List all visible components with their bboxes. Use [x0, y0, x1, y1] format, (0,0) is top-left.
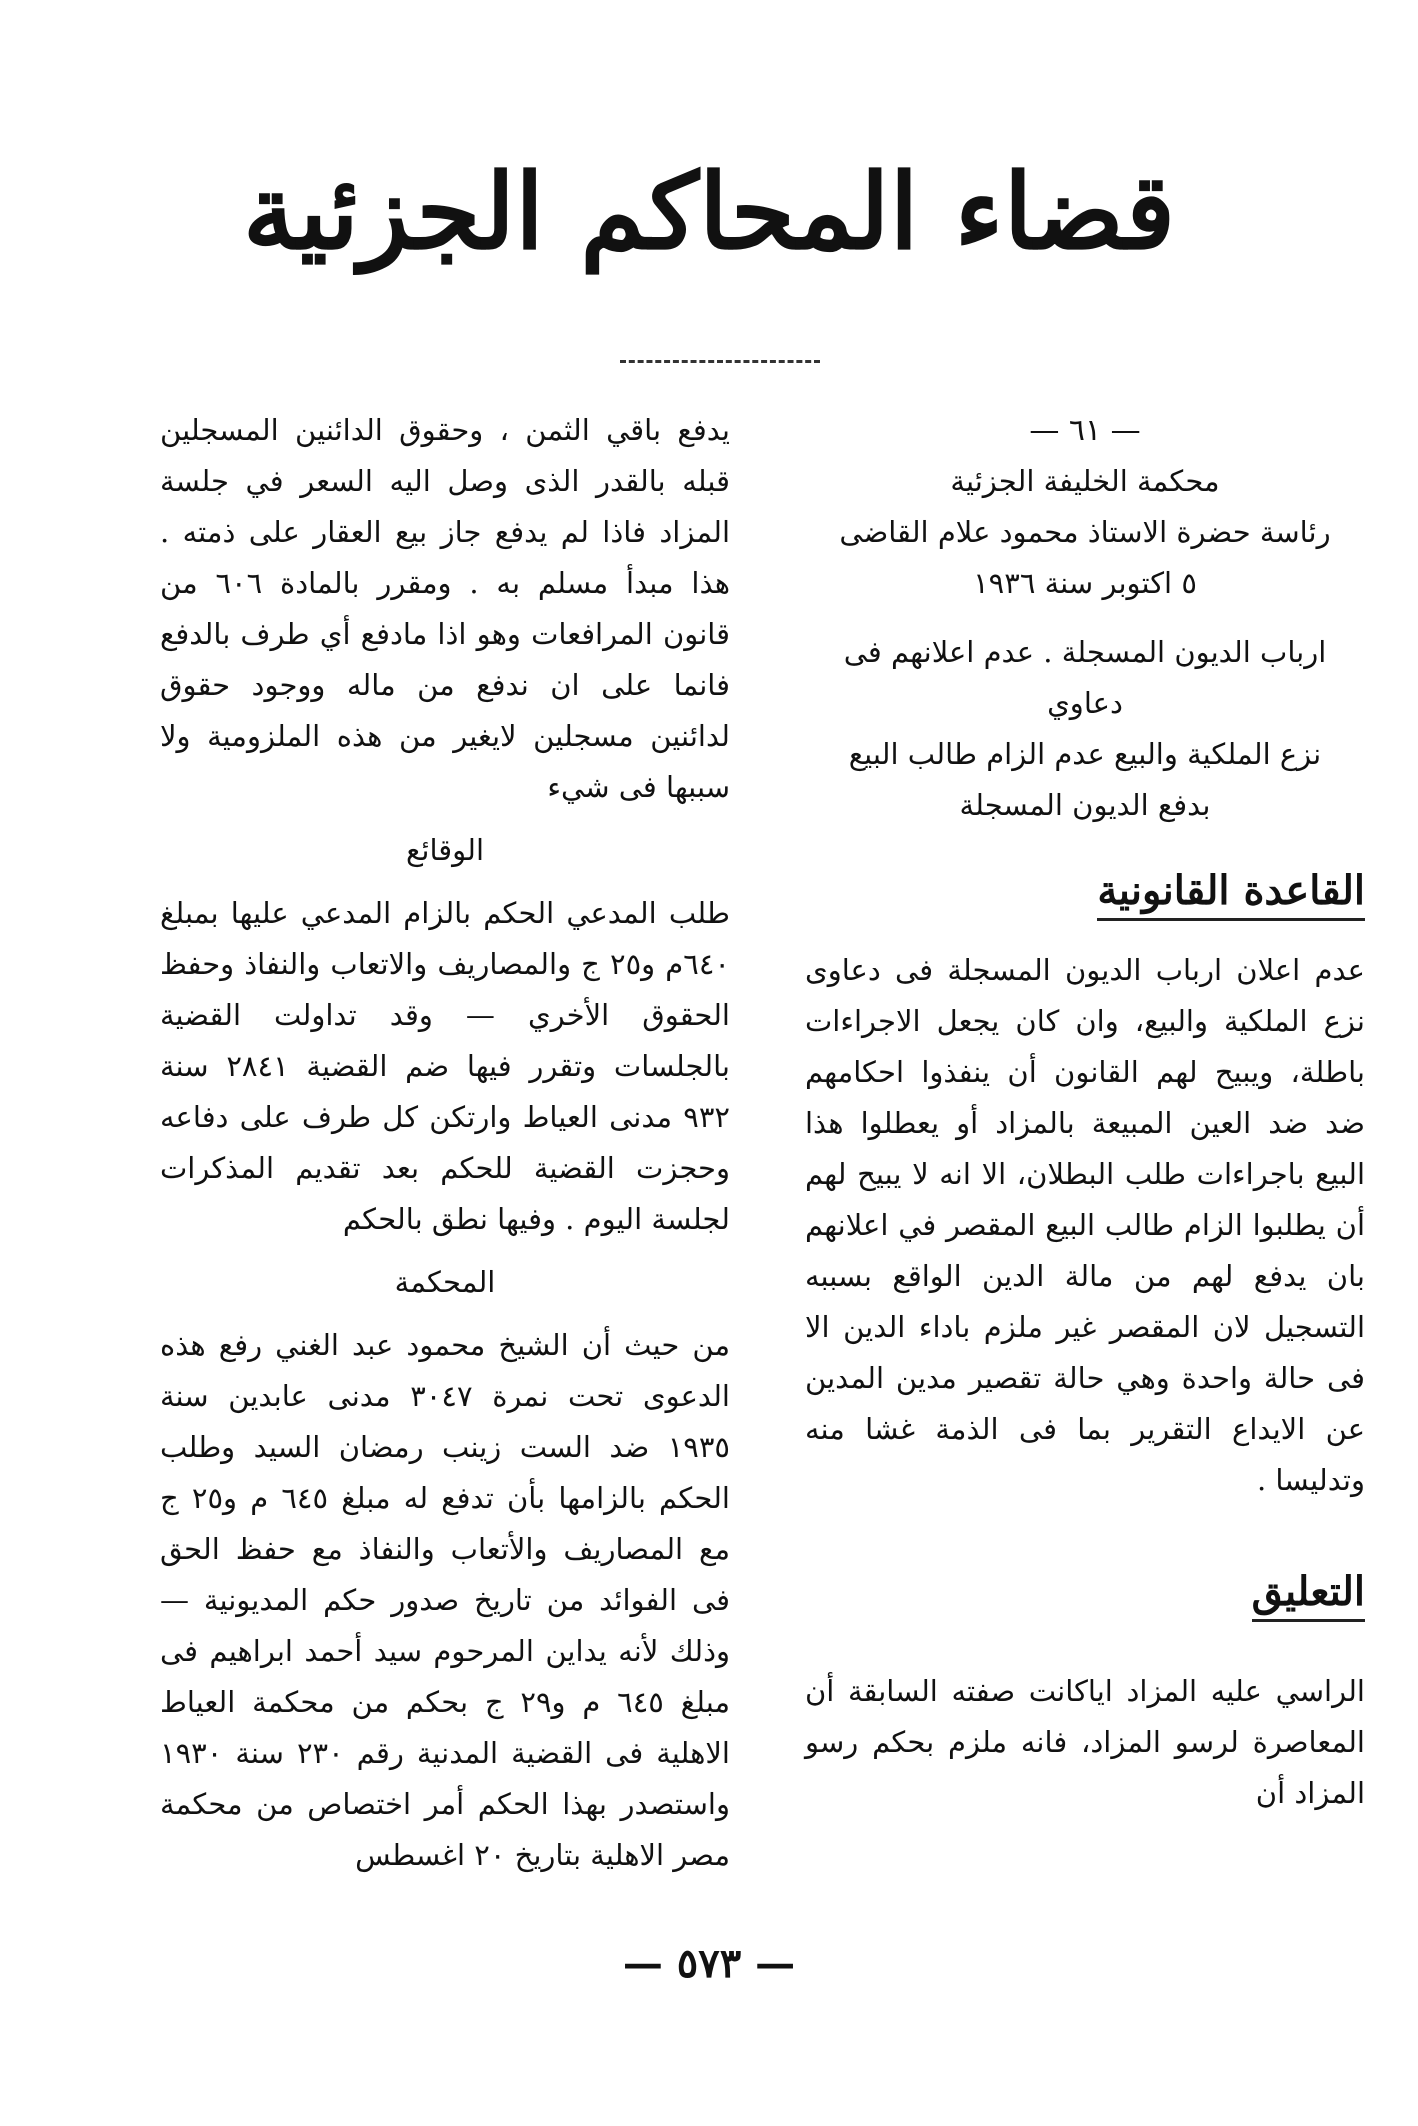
presidency-line: رئاسة حضرة الاستاذ محمود علام القاضى — [839, 515, 1331, 549]
comment-heading-text: التعليق — [1252, 1568, 1365, 1622]
comment-text: الراسي عليه المزاد اياكانت صفته السابقة أن المعاصرة لرسو المزاد، فانه ملزم بحكم رسو المزاد أن — [805, 1674, 1365, 1810]
summary-line: بدفع الديون المسجلة — [959, 788, 1211, 822]
page-number: — ٥٧٣ — — [622, 1940, 796, 1987]
rule-heading — [805, 861, 1365, 921]
rule-text: عدم اعلان ارباب الديون المسجلة فى دعاوى نزع الملكية والبيع، وان كان يجعل الاجراءات باطلة، ويبيح لهم القانون أن ينفذوا احكامهم ضد ضد العين المبيعة بالمزاد أو يعطلوا هذا البيع باجراءات طلب البطلان، الا انه لا يبيح لهم أن يطلبوا الزام طالب البيع المقصر في اعلانهم بان يدفع لهم من مالة الدين الواقع بسببه التسجيل لان المقصر غير ملزم باداء الدين الا فى حالة واحدة وهي حالة تقصير مدين المدين عن الايداع التقرير بما فى الذمة غشا منه وتدليسا . — [805, 953, 1365, 1497]
facts-text: طلب المدعي الحكم بالزام المدعي عليها بمبلغ ٦٤٠م و٢٥ ج والمصاريف والاتعاب والنفاذ وحفظ الحقوق الأخري — وقد تداولت القضية بالجلسات وتقرر فيها ضم القضية ٢٨٤١ سنة ٩٣٢ مدنى العياط وارتكن كل طرف على دفاعه وحجزت القضية للحكم بعد تقديم المذكرات لجلسة اليوم . وفيها نطق بالحكم — [160, 896, 730, 1236]
rule-heading-text: القاعدة القانونية — [1097, 867, 1365, 921]
judgment-heading: المحكمة — [394, 1265, 496, 1299]
court-name: محكمة الخليفة الجزئية — [950, 464, 1220, 498]
masthead-title: قضاء المحاكم الجزئية — [242, 150, 1176, 273]
masthead-divider — [620, 360, 820, 363]
judgment-date: ٥ اكتوبر سنة ١٩٣٦ — [973, 566, 1197, 600]
comment-heading — [805, 1562, 1365, 1622]
right-column — [805, 405, 1365, 1819]
summary-line: نزع الملكية والبيع عدم الزام طالب البيع — [848, 737, 1322, 771]
judgment-text: من حيث أن الشيخ محمود عبد الغني رفع هذه الدعوى تحت نمرة ٣٠٤٧ مدنى عابدين سنة ١٩٣٥ ضد الست زينب رمضان السيد وطلب الحكم بالزامها بأن تدفع له مبلغ ٦٤٥ م و٢٥ ج مع المصاريف والأتعاب والنفاذ مع حفظ الحق فى الفوائد من تاريخ صدور حكم المديونية — وذلك لأنه يداين المرحوم سيد أحمد ابراهيم فى مبلغ ٦٤٥ م و٢٩ ج بحكم من محكمة العياط الاهلية فى القضية المدنية رقم ٢٣٠ سنة ١٩٣٠ واستصدر بهذا الحكم أمر اختصاص من محكمة مصر الاهلية بتاريخ ٢٠ اغسطس — [160, 1328, 730, 1872]
case-number: — ٦١ — — [1029, 413, 1141, 448]
summary-line: ارباب الديون المسجلة . عدم اعلانهم فى دعاوي — [843, 635, 1327, 720]
intro-text: يدفع باقي الثمن ، وحقوق الدائنين المسجلين قبله بالقدر الذى وصل اليه السعر في جلسة المزاد فاذا لم يدفع جاز بيع العقار على ذمته . هذا مبدأ مسلم به . ومقرر بالمادة ٦٠٦ من قانون المرافعات وهو اذا مادفع أي طرف بالدفع فانما على ان ندفع من ماله ووجود حقوق لدائنين مسجلين لايغير من هذه الملزومية ولا سببها فى شيء — [160, 413, 730, 804]
facts-heading: الوقائع — [405, 833, 485, 867]
left-column — [160, 405, 730, 1881]
